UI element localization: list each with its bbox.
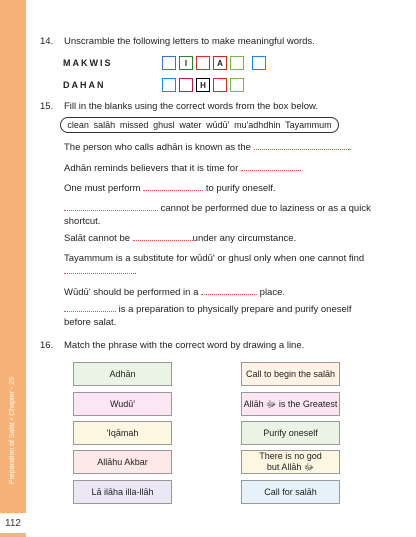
blank-field[interactable]: [64, 303, 116, 312]
blank-field[interactable]: [133, 232, 193, 241]
letter-box[interactable]: A: [213, 56, 227, 70]
word-bank-item: wūdū': [206, 120, 230, 130]
word-bank-item: Tayammum: [285, 120, 332, 130]
letter-box[interactable]: [230, 78, 244, 92]
word-bank-item: missed: [119, 120, 149, 130]
match-right-item[interactable]: Call for salāh: [241, 480, 340, 504]
q16-prompt: Match the phrase with the correct word by drawing a line.: [64, 340, 305, 351]
match-left-item[interactable]: Allāhu Akbar: [73, 450, 172, 474]
page-number: 112: [0, 513, 26, 533]
sentence-6: Tayammum is a substitute for wūdū' or ghusl only when one cannot find .: [64, 253, 365, 277]
match-left-item[interactable]: Wudū': [73, 392, 172, 416]
sentence-7: Wūdū' should be performed in a place.: [64, 287, 286, 298]
match-right-item[interactable]: Purify oneself: [241, 421, 340, 445]
letter-box[interactable]: [252, 56, 266, 70]
match-left-item[interactable]: Lā ilāha illa-llāh: [73, 480, 172, 504]
blank-field[interactable]: [254, 141, 349, 150]
match-right-item[interactable]: Call to begin the salāh: [241, 362, 340, 386]
q16-number: 16.: [40, 340, 54, 351]
letter-box[interactable]: [162, 56, 176, 70]
letter-box[interactable]: [213, 78, 227, 92]
q15-number: 15.: [40, 101, 54, 112]
letter-box[interactable]: [196, 56, 210, 70]
sentence-1: The person who calls adhān is known as the .: [64, 142, 352, 153]
sentence-3: One must perform to purify oneself.: [64, 183, 276, 194]
word-bank: [60, 117, 339, 133]
match-left-item[interactable]: Adhān: [73, 362, 172, 386]
letter-box[interactable]: [162, 78, 176, 92]
blank-field[interactable]: [64, 265, 134, 274]
word-bank-item: mu'adhdhin: [234, 120, 281, 130]
letter-box[interactable]: [179, 78, 193, 92]
blank-field[interactable]: [143, 182, 203, 191]
word-bank-item: ghusl: [153, 120, 175, 130]
q14-number: 14.: [40, 36, 54, 47]
word-bank-item: clean: [67, 120, 89, 130]
blank-field[interactable]: [201, 286, 257, 295]
blank-field[interactable]: [241, 162, 299, 171]
sentence-8: is a preparation to physically prepare and purify oneself before salat.: [64, 304, 352, 328]
scrambled-word: DAHAN: [63, 80, 106, 90]
word-bank-item: water: [179, 120, 202, 130]
letter-box[interactable]: H: [196, 78, 210, 92]
match-right-item[interactable]: Allāh ﷻ is the Greatest: [241, 392, 340, 416]
sentence-4: cannot be performed due to laziness or as a quick shortcut.: [64, 203, 371, 227]
sentence-5: Salāt cannot be under any circumstance.: [64, 233, 297, 244]
match-right-item[interactable]: There is no god but Allāh ﷻ: [241, 450, 340, 474]
letter-box[interactable]: I: [179, 56, 193, 70]
chapter-label: Preparation of Salāt • Chapter - 25: [9, 376, 17, 484]
q14-prompt: Unscramble the following letters to make meaningful words.: [64, 36, 315, 47]
scrambled-word: MAKWIS: [63, 58, 113, 68]
q15-prompt: Fill in the blanks using the correct words from the box below.: [64, 101, 318, 112]
match-left-item[interactable]: 'Iqāmah: [73, 421, 172, 445]
letter-box[interactable]: [230, 56, 244, 70]
sentence-2: Adhān reminds believers that it is time for .: [64, 163, 302, 174]
word-bank-item: salāh: [93, 120, 116, 130]
blank-field[interactable]: [64, 202, 158, 211]
